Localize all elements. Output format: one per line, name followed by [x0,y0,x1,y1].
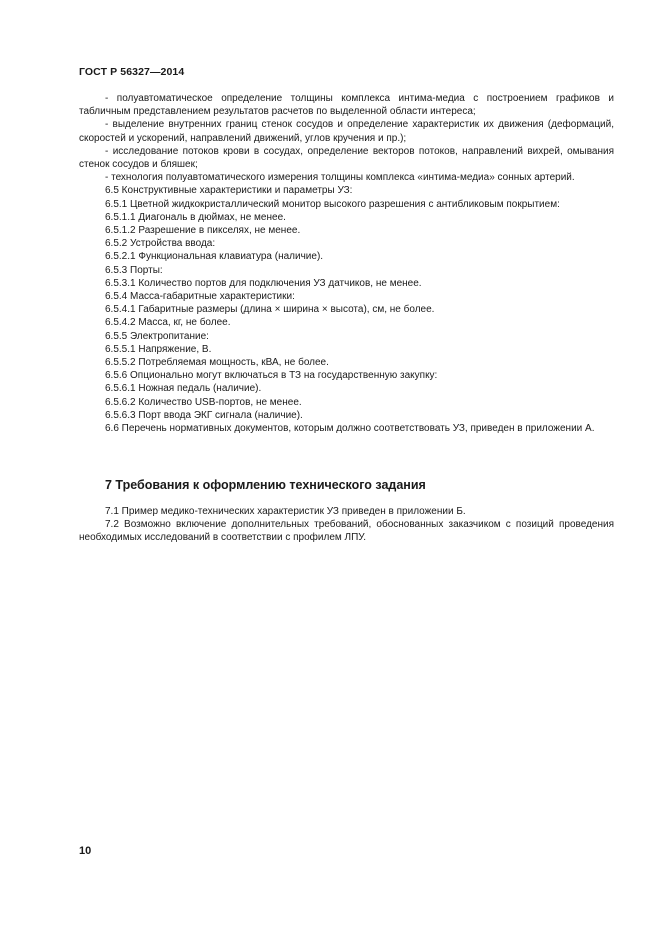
clause-6-5-4-2: 6.5.4.2 Масса, кг, не более. [105,317,231,329]
page-number: 10 [79,845,92,857]
clause-6-5-6-3: 6.5.6.3 Порт ввода ЭКГ сигнала (наличие). [105,409,303,421]
clause-6-5-5: 6.5.5 Электропитание: [105,330,209,342]
clause-6-5-6: 6.5.6 Опционально могут включаться в ТЗ на государственную закупку: [105,370,438,382]
clause-6-5-1-1: 6.5.1.1 Диагональ в дюймах, не менее. [105,211,286,223]
clause-6-6: 6.6 Перечень нормативных документов, которым должно соответствовать УЗ, приведен в приложении А. [105,423,595,435]
clause-6-5-2-1: 6.5.2.1 Функциональная клавиатура (наличие). [105,251,324,263]
clause-6-5-3-1: 6.5.3.1 Количество портов для подключения УЗ датчиков, не менее. [105,277,422,289]
clause-6-5-2: 6.5.2 Устройства ввода: [105,238,216,250]
clause-6-5-3: 6.5.3 Порты: [105,264,163,276]
clause-6-5-4-1: 6.5.4.1 Габаритные размеры (длина × ширина × высота), см, не более. [105,304,435,316]
clause-6-5-5-2: 6.5.5.2 Потребляемая мощность, кВА, не более. [105,357,329,369]
clause-6-5-6-2: 6.5.6.2 Количество USB-портов, не менее. [105,396,302,408]
clause-7-1: 7.1 Пример медико-технических характеристик УЗ приведен в приложении Б. [105,506,466,517]
clause-6-5-6-1: 6.5.6.1 Ножная педаль (наличие). [105,383,262,395]
clause-7-2: 7.2 Возможно включение дополнительных требований, обоснованных заказчиком с позиций проведения необходимых исследований в соответствии с профилем ЛПУ. [79,519,614,544]
section-7-heading: 7 Требования к оформлению технического задания [105,478,426,492]
clause-6-5-1: 6.5.1 Цветной жидкокристаллический монитор высокого разрешения с антибликовым покрытием: [105,198,560,210]
clause-6-5-4: 6.5.4 Масса-габаритные характеристики: [105,291,295,303]
list-item: - технология полуавтоматического измерения толщины комплекса «интима-медиа» сонных артерий. [105,172,575,184]
list-item: - исследование потоков крови в сосудах, определение векторов потоков, направлений вихрей, омывания стенок сосудов и бляшек; [79,145,614,171]
list-item: - полуавтоматическое определение толщины комплекса интима-медиа с построением графиков и табличным представлением результатов расчетов по выделенной области интереса; [79,93,614,118]
clause-6-5-1-2: 6.5.1.2 Разрешение в пикселях, не менее. [105,225,301,237]
clause-6-5-5-1: 6.5.5.1 Напряжение, В. [105,343,212,355]
list-item: - выделение внутренних границ стенок сосудов и определение характеристик их движения (деформаций, скоростей и ускорений, направлений движений, углов кручения и пр.); [79,119,614,144]
section-7-body [79,505,614,545]
clause-6-5: 6.5 Конструктивные характеристики и параметры УЗ: [105,185,353,197]
document-code: ГОСТ Р 56327—2014 [79,66,185,78]
body-text [79,92,614,435]
